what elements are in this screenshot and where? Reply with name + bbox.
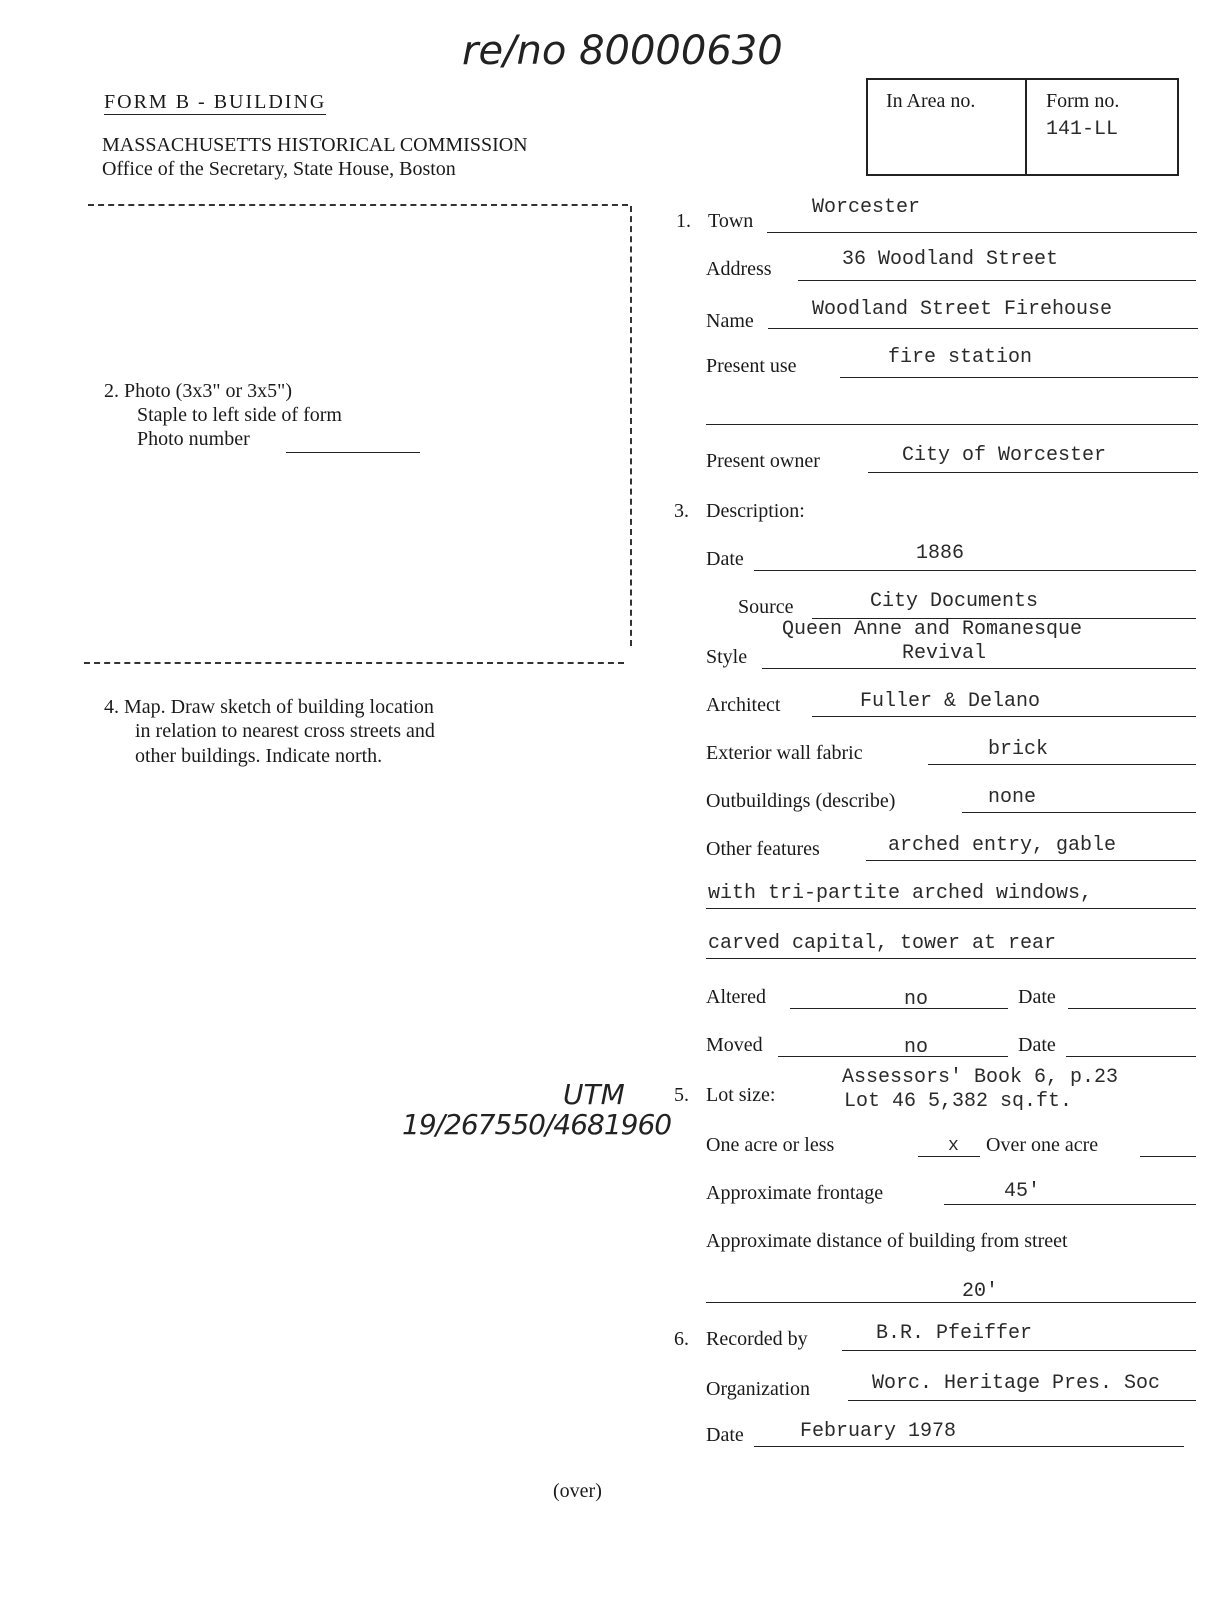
date-built-value: 1886 [916, 542, 965, 565]
altered-date-field[interactable] [1068, 1008, 1196, 1009]
one-acre-mark: x [948, 1136, 959, 1156]
name-value: Woodland Street Firehouse [812, 298, 1113, 321]
lot-size-label: Lot size: [706, 1084, 776, 1106]
photo-area-bottom-border [84, 662, 624, 664]
address-label: Address [706, 258, 772, 280]
other-features-value-line2: with tri-partite arched windows, [708, 882, 1093, 905]
lot-size-value-line1: Assessors' Book 6, p.23 [842, 1066, 1119, 1089]
town-field[interactable] [767, 232, 1197, 233]
recorded-date-field[interactable] [754, 1446, 1184, 1447]
description-label: Description: [706, 500, 805, 522]
other-features-value-line1: arched entry, gable [888, 834, 1117, 857]
other-features-field-2[interactable] [706, 908, 1196, 909]
present-owner-field[interactable] [868, 472, 1198, 473]
name-field[interactable] [768, 328, 1198, 329]
organization-label: Organization [706, 1378, 811, 1400]
present-use-field[interactable] [840, 377, 1198, 378]
photo-area-right-border [630, 206, 632, 646]
present-owner-value: City of Worcester [902, 444, 1107, 467]
commission-office: Office of the Secretary, State House, Boston [102, 158, 456, 180]
outbuildings-value: none [988, 786, 1037, 809]
style-field[interactable] [762, 668, 1196, 669]
wall-fabric-value: brick [988, 738, 1049, 761]
moved-value: no [904, 1036, 929, 1059]
wall-fabric-field[interactable] [928, 764, 1196, 765]
utm-coordinates: 19/267550/4681960 [402, 1108, 672, 1141]
box-divider [1025, 80, 1027, 174]
altered-field[interactable] [790, 1008, 1008, 1009]
photo-staple-note: Staple to left side of form [137, 404, 342, 426]
moved-date-field[interactable] [1066, 1056, 1196, 1057]
organization-value: Worc. Heritage Pres. Soc [872, 1372, 1161, 1395]
map-instruction-line3: other buildings. Indicate north. [135, 745, 383, 767]
altered-label: Altered [706, 986, 766, 1008]
recorded-by-field[interactable] [842, 1350, 1196, 1351]
wall-fabric-label: Exterior wall fabric [706, 742, 863, 764]
section-5-number: 5. [674, 1084, 689, 1106]
form-number-label: Form no. [1046, 90, 1120, 112]
over-one-acre-label: Over one acre [986, 1134, 1099, 1156]
photo-number-label: Photo number [137, 428, 250, 450]
style-label: Style [706, 646, 748, 668]
frontage-field[interactable] [944, 1204, 1196, 1205]
moved-date-label: Date [1018, 1034, 1056, 1056]
map-instruction-line2: in relation to nearest cross streets and [135, 720, 435, 742]
photo-instruction: 2. Photo (3x3" or 3x5") [104, 380, 292, 402]
present-use-field-2[interactable] [706, 424, 1198, 425]
photo-area-top-border [88, 204, 628, 206]
altered-value: no [904, 988, 929, 1011]
date-built-label: Date [706, 548, 744, 570]
distance-value: 20' [962, 1280, 999, 1303]
area-number-label: In Area no. [886, 90, 976, 112]
outbuildings-field[interactable] [962, 812, 1196, 813]
town-value: Worcester [812, 196, 921, 219]
organization-field[interactable] [848, 1400, 1196, 1401]
one-acre-label: One acre or less [706, 1134, 835, 1156]
distance-field[interactable] [706, 1302, 1196, 1303]
source-label: Source [738, 596, 794, 618]
moved-label: Moved [706, 1034, 763, 1056]
present-use-value: fire station [888, 346, 1033, 369]
recorded-date-value: February 1978 [800, 1420, 957, 1443]
form-title: FORM B - BUILDING [104, 91, 327, 113]
over-note: (over) [553, 1480, 602, 1502]
present-use-label: Present use [706, 355, 797, 377]
photo-number-field[interactable] [286, 452, 420, 453]
recorded-by-label: Recorded by [706, 1328, 808, 1350]
lot-size-value-line2: Lot 46 5,382 sq.ft. [844, 1090, 1073, 1113]
other-features-value-line3: carved capital, tower at rear [708, 932, 1057, 955]
recorded-date-label: Date [706, 1424, 744, 1446]
frontage-value: 45' [1004, 1180, 1041, 1203]
handwritten-reference-number: re/no 80000630 [462, 28, 783, 74]
section-6-number: 6. [674, 1328, 689, 1350]
architect-field[interactable] [812, 716, 1196, 717]
form-number-box [866, 78, 1179, 176]
other-features-field-3[interactable] [706, 958, 1196, 959]
architect-label: Architect [706, 694, 781, 716]
form-number-value: 141-LL [1046, 118, 1119, 141]
section-1-number: 1. [676, 210, 691, 232]
town-label: Town [708, 210, 754, 232]
section-3-number: 3. [674, 500, 689, 522]
frontage-label: Approximate frontage [706, 1182, 884, 1204]
other-features-label: Other features [706, 838, 820, 860]
recorded-by-value: B.R. Pfeiffer [876, 1322, 1033, 1345]
address-field[interactable] [798, 280, 1196, 281]
name-label: Name [706, 310, 754, 332]
style-value-line2: Revival [902, 642, 987, 665]
present-owner-label: Present owner [706, 450, 820, 472]
moved-field[interactable] [778, 1056, 1008, 1057]
map-instruction: 4. Map. Draw sketch of building location [104, 696, 434, 718]
one-acre-field[interactable] [918, 1156, 980, 1157]
commission-name: MASSACHUSETTS HISTORICAL COMMISSION [102, 134, 528, 156]
architect-value: Fuller & Delano [860, 690, 1041, 713]
distance-label: Approximate distance of building from street [706, 1230, 1068, 1252]
utm-label: UTM [563, 1078, 625, 1111]
style-value-line1: Queen Anne and Romanesque [782, 618, 1083, 641]
date-built-field[interactable] [754, 570, 1196, 571]
altered-date-label: Date [1018, 986, 1056, 1008]
over-one-acre-field[interactable] [1140, 1156, 1196, 1157]
address-value: 36 Woodland Street [842, 248, 1059, 271]
outbuildings-label: Outbuildings (describe) [706, 790, 896, 812]
other-features-field[interactable] [866, 860, 1196, 861]
source-value: City Documents [870, 590, 1039, 613]
